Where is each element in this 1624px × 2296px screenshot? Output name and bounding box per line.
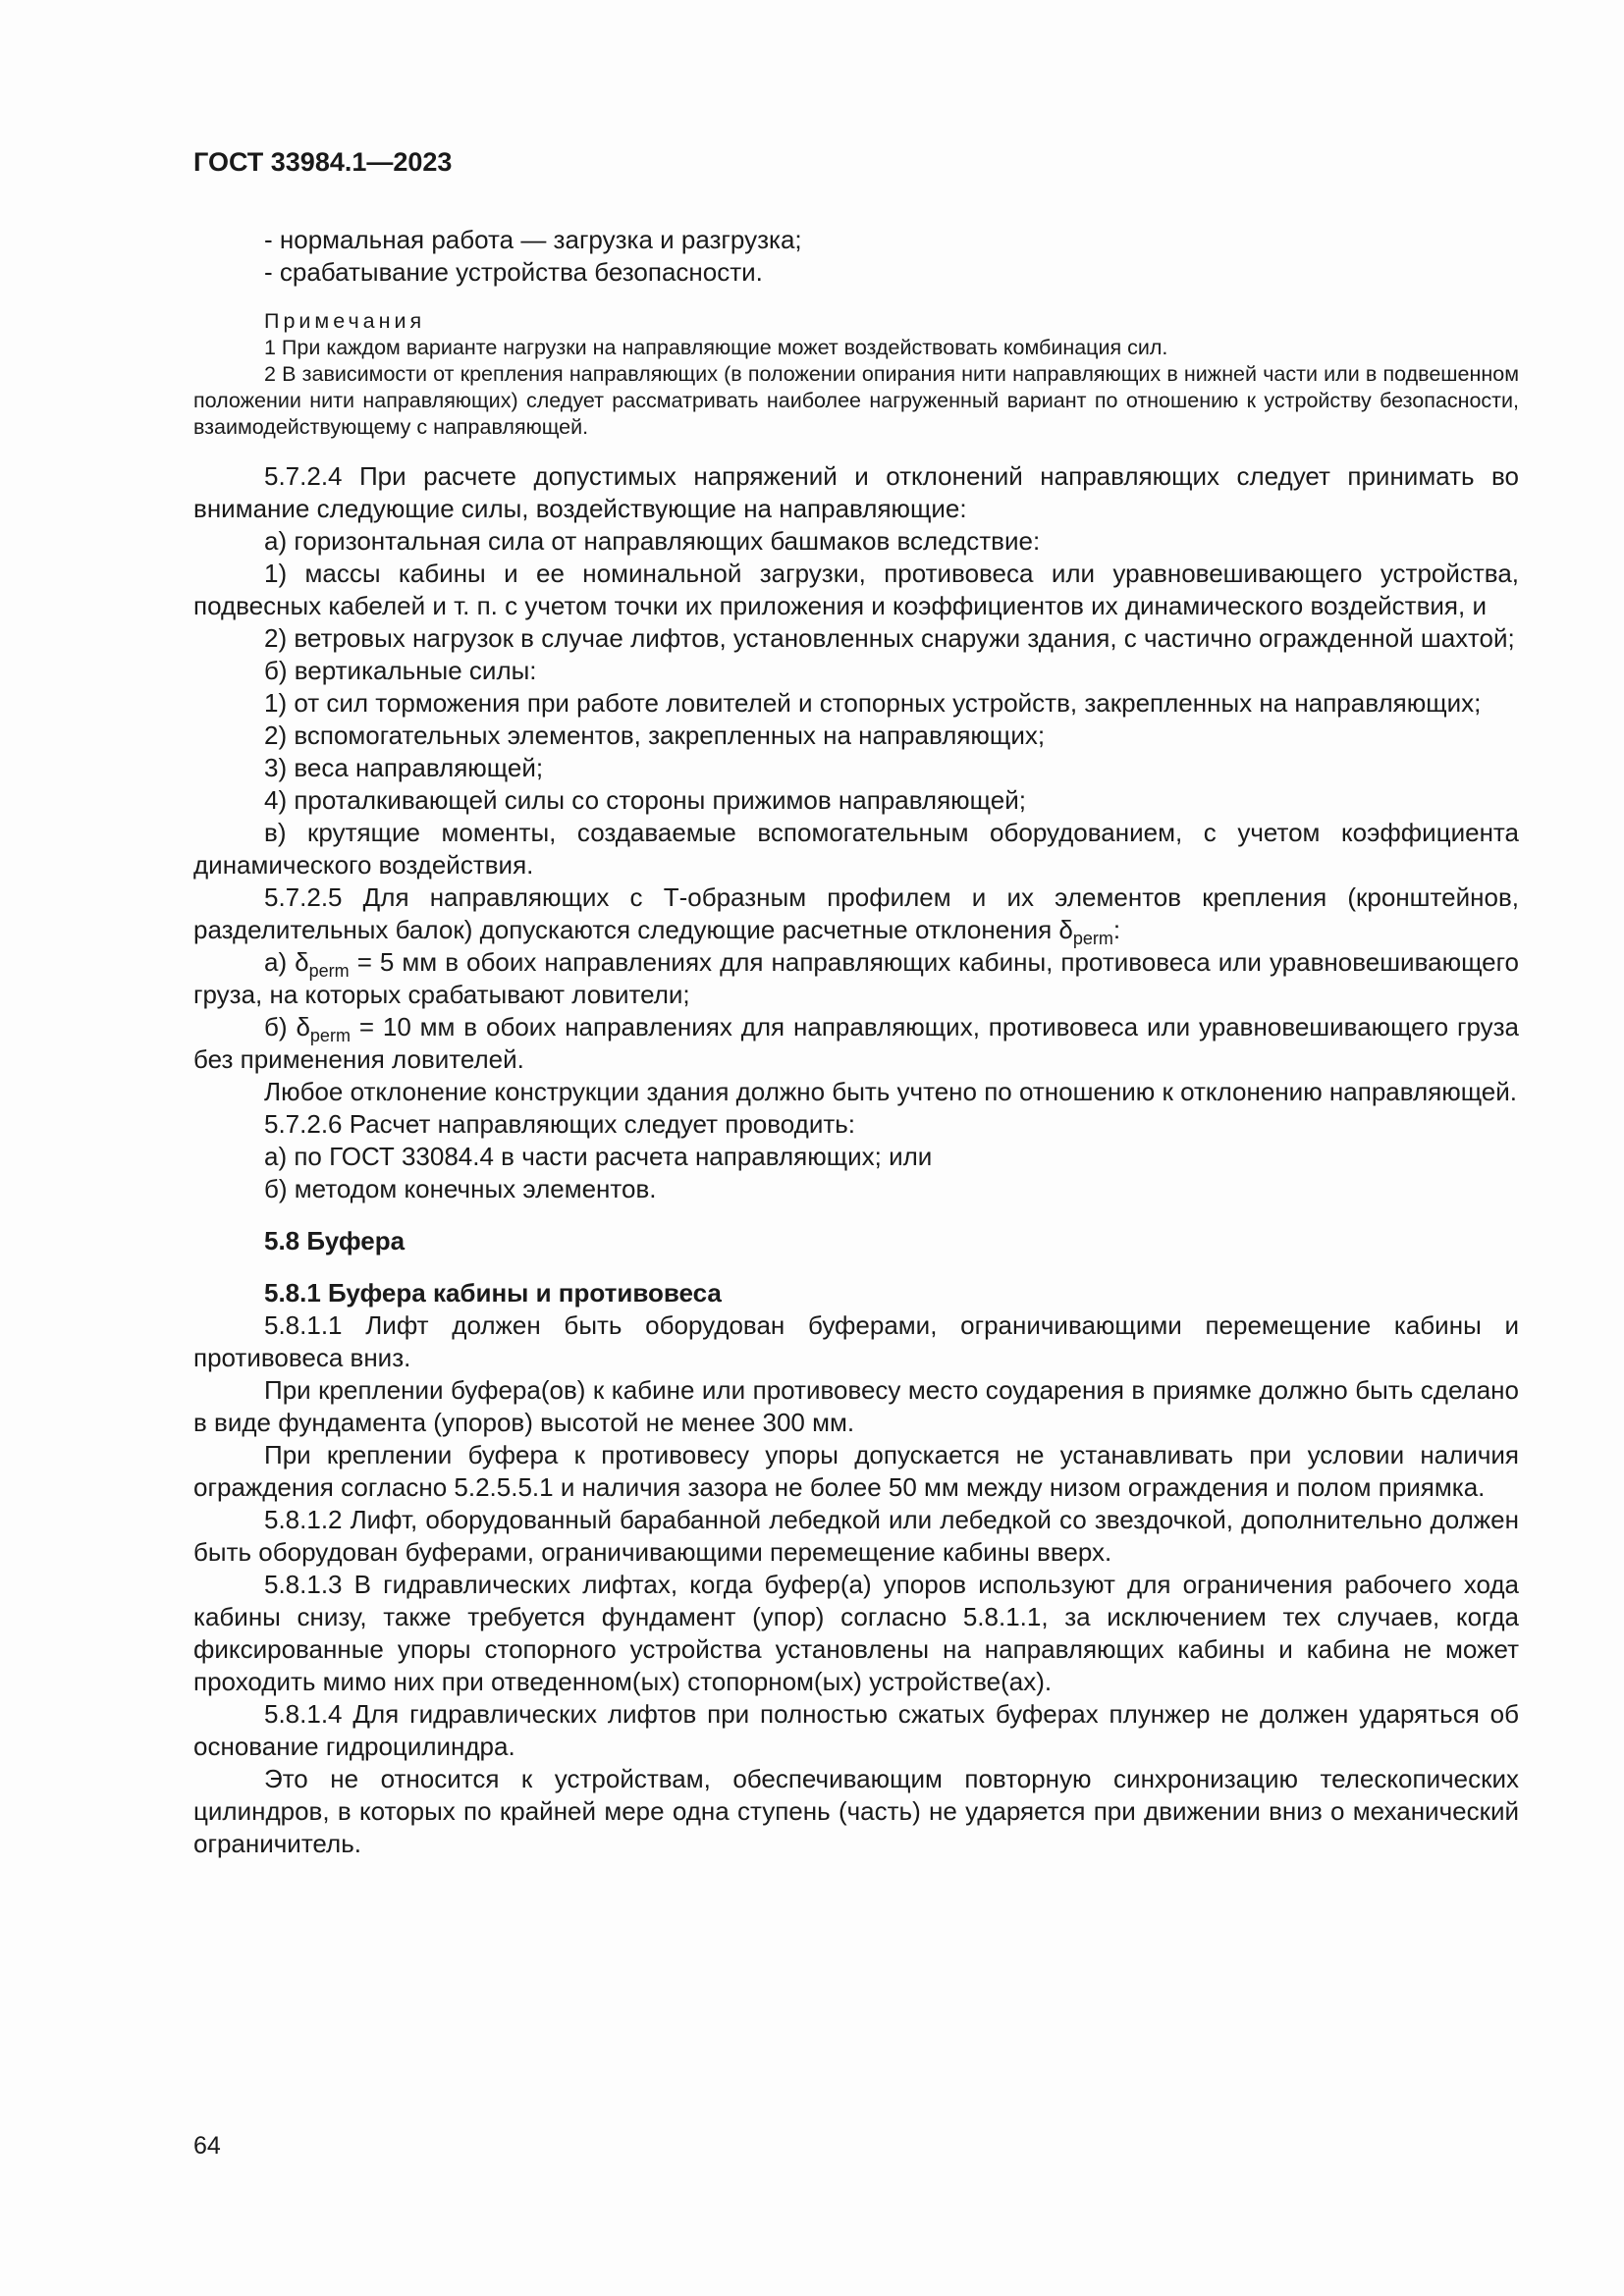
perm-subscript: perm: [309, 1026, 351, 1045]
page-number: 64: [193, 2132, 221, 2160]
perm-subscript: perm: [308, 961, 350, 981]
clause-item: [193, 946, 1519, 1011]
clause-item: б) вертикальные силы:: [264, 656, 537, 685]
clause-paragraph: При креплении буфера(ов) к кабине или противовесу место соударения в приямке должно быть сделано в виде фундамента (упоров) высотой не менее 300 мм.: [193, 1375, 1519, 1437]
clause-item: 4) проталкивающей силы со стороны прижимов направляющей;: [264, 785, 1026, 815]
clause-text: :: [1112, 915, 1121, 944]
clause-item: а) по ГОСТ 33084.4 в части расчета направляющих; или: [264, 1142, 933, 1171]
document-code-header: ГОСТ 33984.1—2023: [193, 147, 453, 177]
clause-text: 5.7.2.5 Для направляющих с Т-образным профилем и их элементов крепления (кронштейнов, разделительных балок) допускаются следующие расчетные отклонения: [193, 882, 1519, 944]
note-2: 2 В зависимости от крепления направляющих (в положении опирания нити направляющих в нижней части или в подвешенном положении нити направляющих) следует рассматривать наиболее нагруженный вариант по отношению к устройству безопасности, взаимодействующему с направляющей.: [193, 362, 1519, 439]
clause-5-8-1-4: 5.8.1.4 Для гидравлических лифтов при полностью сжатых буферах плунжер не должен ударяться об основание гидроцилиндра.: [193, 1699, 1519, 1761]
clause-item: 1) массы кабины и ее номинальной загрузки, противовеса или уравновешивающего устройства, подвесных кабелей и т. п. с учетом точки их приложения и коэффициентов их динамического воздействия, и: [193, 559, 1519, 620]
delta-symbol: δ: [295, 947, 309, 977]
clause-item: б) методом конечных элементов.: [264, 1174, 657, 1203]
delta-symbol: δ: [1058, 915, 1073, 944]
clause-text: а): [264, 947, 296, 977]
clause-item: в) крутящие моменты, создаваемые вспомогательным оборудованием, с учетом коэффициента динамического воздействия.: [193, 818, 1519, 880]
note-1: 1 При каждом варианте нагрузки на направляющие может воздействовать комбинация сил.: [264, 336, 1168, 359]
section-heading-5-8: 5.8 Буфера: [264, 1226, 406, 1255]
clause-text: б): [264, 1012, 297, 1041]
perm-subscript: perm: [1072, 929, 1113, 948]
clause-5-8-1-2: 5.8.1.2 Лифт, оборудованный барабанной лебедкой или лебедкой со звездочкой, дополнительно должен быть оборудован буферами, ограничивающими перемещение кабины вверх.: [193, 1505, 1519, 1567]
clause-5-7-2-6: 5.7.2.6 Расчет направляющих следует проводить:: [264, 1109, 856, 1139]
list-item: - срабатывание устройства безопасности.: [264, 257, 763, 287]
clause-item: Любое отклонение конструкции здания должно быть учтено по отношению к отклонению направляющей.: [264, 1077, 1518, 1106]
section-heading-5-8-1: 5.8.1 Буфера кабины и противовеса: [264, 1278, 722, 1308]
clause-item: 1) от сил торможения при работе ловителей и стопорных устройств, закрепленных на направляющих;: [264, 688, 1482, 718]
clause-paragraph: При креплении буфера к противовесу упоры допускается не устанавливать при условии наличия ограждения согласно 5.2.5.5.1 и наличия зазора не более 50 мм между низом ограждения и полом приямка.: [193, 1440, 1519, 1502]
clause-text: = 5 мм в обоих направлениях для направляющих кабины, противовеса или уравновешивающего груза, на которых срабатывают ловители;: [193, 947, 1519, 1009]
clause-item: 2) ветровых нагрузок в случае лифтов, установленных снаружи здания, с частично огражденной шахтой;: [264, 623, 1515, 653]
delta-symbol: δ: [296, 1012, 310, 1041]
clause-item: [193, 1011, 1519, 1076]
notes-block: [193, 308, 1519, 441]
clause-paragraph: Это не относится к устройствам, обеспечивающим повторную синхронизацию телескопических цилиндров, в которых по крайней мере одна ступень (часть) не ударяется при движении вниз о механический ограничитель.: [193, 1764, 1519, 1858]
clause-text: = 10 мм в обоих направлениях для направляющих, противовеса или уравновешивающего груза без применения ловителей.: [193, 1012, 1519, 1074]
clause-5-8-1-3: 5.8.1.3 В гидравлических лифтах, когда буфер(а) упоров используют для ограничения рабочего хода кабины снизу, также требуется фундамент (упор) согласно 5.8.1.1, за исключением тех случаев, когда фиксированные упоры стопорного устройства установлены на направляющих кабины и кабина не может проходить мимо них при отведенном(ых) стопорном(ых) устройстве(ах).: [193, 1570, 1519, 1696]
notes-title: Примечания: [264, 309, 426, 333]
clause-5-8-1-1: 5.8.1.1 Лифт должен быть оборудован буферами, ограничивающими перемещение кабины и противовеса вниз.: [193, 1310, 1519, 1372]
list-item: - нормальная работа — загрузка и разгрузка;: [264, 225, 802, 254]
clause-item: 2) вспомогательных элементов, закрепленных на направляющих;: [264, 721, 1046, 750]
clause-item: 3) веса направляющей;: [264, 753, 544, 782]
page-content: [193, 224, 1519, 1860]
clause-item: а) горизонтальная сила от направляющих башмаков вследствие:: [264, 526, 1041, 556]
clause-5-7-2-4: 5.7.2.4 При расчете допустимых напряжений и отклонений направляющих следует принимать во внимание следующие силы, воздействующие на направляющие:: [193, 461, 1519, 523]
clause-5-7-2-5: [193, 881, 1519, 946]
